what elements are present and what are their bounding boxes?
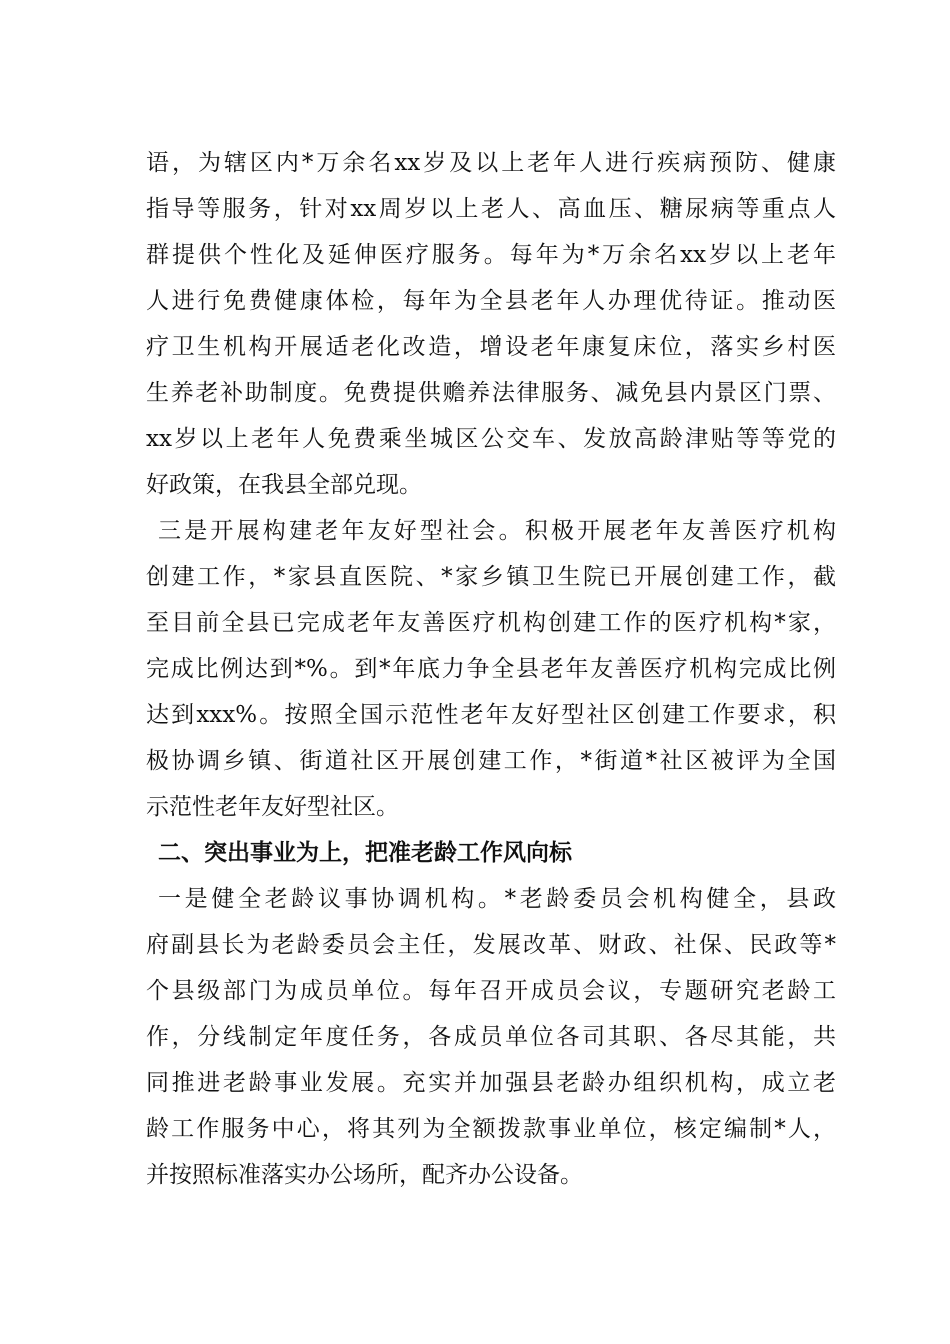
text-line: 个县级部门为成员单位。每年召开成员会议，专题研究老龄工: [146, 978, 836, 1004]
text-line: 示范性老年友好型社区。: [146, 794, 399, 820]
paragraph-coordination-mechanism: [146, 876, 836, 1198]
text-line: [146, 876, 836, 922]
paragraph-lead-rest: *老龄委员会机构健全，县政: [504, 886, 837, 912]
text-line: 达到xxx%。按照全国示范性老年友好型社区创建工作要求，积: [146, 702, 836, 728]
text-line: 龄工作服务中心，将其列为全额拨款事业单位，核定编制*人，: [146, 1116, 836, 1142]
text-line: xx岁以上老年人免费乘坐城区公交车、发放高龄津贴等等党的: [146, 426, 836, 452]
text-line: 完成比例达到*%。到*年底力争全县老年友善医疗机构完成比例: [146, 656, 836, 682]
text-line: 作，分线制定年度任务，各成员单位各司其职、各尽其能，共: [146, 1024, 836, 1050]
text-line: 指导等服务，针对xx周岁以上老人、高血压、糖尿病等重点人: [146, 196, 836, 222]
text-line: 创建工作，*家县直医院、*家乡镇卫生院已开展创建工作，截: [146, 564, 836, 590]
paragraph-lead: 三是开展构建老年友好型社会。: [158, 518, 525, 544]
paragraph-lead-rest: 积极开展老年友善医疗机构: [524, 518, 837, 544]
text-line: 疗卫生机构开展适老化改造，增设老年康复床位，落实乡村医: [146, 334, 836, 360]
text-line: 至目前全县已完成老年友善医疗机构创建工作的医疗机构*家，: [146, 610, 836, 636]
text-line: 府副县长为老龄委员会主任，发展改革、财政、社保、民政等*: [146, 932, 836, 958]
text-line: 并按照标准落实办公场所，配齐办公设备。: [146, 1162, 583, 1188]
paragraph-elderly-services: [146, 140, 836, 508]
text-line: [146, 508, 836, 554]
paragraph-lead: 一是健全老龄议事协调机构。: [158, 886, 505, 912]
text-line: 同推进老龄事业发展。充实并加强县老龄办组织机构，成立老: [146, 1070, 836, 1096]
text-line: 人进行免费健康体检，每年为全县老年人办理优待证。推动医: [146, 288, 836, 314]
text-line: 生养老补助制度。免费提供赡养法律服务、减免县内景区门票、: [146, 380, 836, 406]
text-line: 极协调乡镇、街道社区开展创建工作，*街道*社区被评为全国: [146, 748, 836, 774]
section-heading: 二、突出事业为上，把准老龄工作风向标: [158, 840, 572, 866]
text-line: 语，为辖区内*万余名xx岁及以上老年人进行疾病预防、健康: [146, 150, 836, 176]
paragraph-elderly-friendly-society: [146, 508, 836, 830]
text-line: 好政策，在我县全部兑现。: [146, 472, 422, 498]
text-line: 群提供个性化及延伸医疗服务。每年为*万余名xx岁以上老年: [146, 242, 836, 268]
document-page: [146, 140, 836, 1198]
